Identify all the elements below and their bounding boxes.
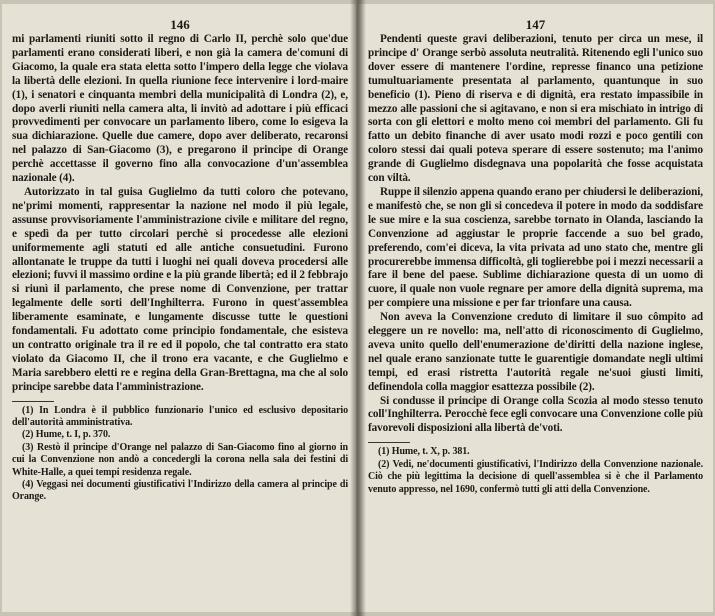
page-number-right: 147 [525,17,546,32]
paragraph: Non aveva la Convenzione creduto di limitare il suo cômpito ad eleggere un re novello: ma, nell'atto di riconoscimento di Guglielmo, aveva unito quello dell'enumerazione de'diritti della nazione inglese, nel quale erano sanzionate tutte le guarentigie domandate negli ultimi tempi, ed erasi ristretta l'autorità regale ne'suoi giusti limiti, definendola colla maggior esattezza possibile (2). [368,311,703,393]
right-page-footnotes [368,446,703,496]
paragraph: Autorizzato in tal guisa Guglielmo da tutti coloro che potevano, ne'primi momenti, rappresentar la nazione nel modo il più legale, assunse provvisoriamente l'amministrazione civile e militare del regno, e spedì da per tutto circolari perchè si procedesse alle elezioni uniformemente agli statuti ed alle antiche consuetudini. Furono allontanate le truppe da tutti i luoghi nei quali doveva procedersi alle elezioni; fuvvi il massimo ordine e la più grande libertà; ed il 2 febbrajo si riunì il parlamento, che prese nome di Convenzione, per trattar legalmente delle sorti dell'Inghilterra. Furono in quest'assemblea liberamente esaminate, e lungamente discusse tutte le questioni fondamentali. Fu adottato come principio fondamentale, che esisteva un contratto originale tra il re ed il popolo, che tal contratto era stato violato da Giacomo II, che il trono era vacante, e che Guglielmo e Maria sarebbero eletti re e regina della Gran-Brettagna, ma che al solo principe sarebbe data l'amministrazione. [12,185,348,393]
page-number-left: 146 [170,17,190,32]
left-page-body [12,33,348,395]
footnote-divider [12,401,54,402]
right-page [358,4,713,612]
paragraph: Ruppe il silenzio appena quando erano per chiudersi le deliberazioni, e manifestò che, se non gli si concedeva il potere in modo da soddisfare le sue mire e la sua coscienza, sarebbe tornato in Olanda, lasciando la Convenzione ad aggiustar le proprie faccende a suo bel grado, preferendo, com'ei diceva, la vita privata ad uno stato che, mentre gli procurerebbe immensa difficoltà, gli toglierebbe poi i mezzi necessarii a fare il bene del paese. Sublime dichiarazione questa di un uomo di cuore, il quale non vuole regnare per amore della dignità suprema, ma per compiere una missione e per far trionfare una causa. [368,185,703,310]
paragraph: Pendenti queste gravi deliberazioni, tenuto per circa un mese, il principe d' Orange serbò assoluta neutralità. Ritenendo egli l'unico suo dover essere di mantenere l'ordine, represse financo una petizione tumultuariamente presentata al parlamento, quantunque in suo beneficio (1). Pieno di riserva e di dignità, era restato impassibile in mezzo alle passioni che si agitavano, e non si era mischiato in intrigo di sorta con gli elettori e molto meno coi membri del parlamento. Gli fu fatto un debito finanche di aver usato modi rozzi e poco gentili con coloro stessi dai quali poteva sperare di essere sostenuto; ma l'animo grande di Guglielmo disdegnava una popolarità che fosse acquistata con viltà. [368,33,703,185]
right-page-body [368,33,703,436]
footnote: (2) Hume, t. I, p. 370. [22,429,111,441]
footnote: (3) Restò il principe d'Orange nel palazzo di San-Giacomo fino al giorno in cui la Convenzione non andò a concedergli la corona nella sala dei festini di White-Halle, a quei tempi residenza regale. [12,441,348,478]
left-page [2,4,356,612]
footnote: (4) Veggasi nei documenti giustificativi l'Indirizzo della camera al principe di Orange. [12,479,348,503]
left-page-footnotes [12,405,348,504]
footnote: (1) Hume, t. X, p. 381. [378,446,470,458]
footnote: (1) In Londra è il pubblico funzionario l'unico ed esclusivo depositario dell'autorità amministrativa. [12,404,348,428]
paragraph: Si condusse il principe di Orange colla Scozia al modo stesso tenuto coll'Inghilterra. Perocchè fece egli convocare una Convenzione colle più favorevoli disposizioni alla libertà de'voti. [368,394,703,435]
paragraph: mi parlamenti riuniti sotto il regno di Carlo II, perchè solo que'due parlamenti erano considerati liberi, e non già la camera de'comuni di Giacomo, la quale era stata eletta sotto l'impero della legge che violava la libertà delle elezioni. In quella riunione fece intervenire i lord-maire (1), i senatori e cinquanta membri della municipalità di Londra (2), e, dopo averli riuniti nella camera alta, li invitò ad adottare i più efficaci provvedimenti per convocare un parlamento libero, come lo esigeva la sua dichiarazione. Quelle due camere, dopo aver deliberato, recaronsi nel palazzo di San-Giacomo (3), e pregarono il principe di Orange perchè accettasse il governo fino alla convocazione d'un'assemblea nazionale (4). [12,33,348,185]
book-gutter-shadow [350,0,366,616]
footnote: (2) Vedi, ne'documenti giustificativi, l'Indirizzo della Convenzione nazionale. Ciò che più legittima la decisione di quell'assemblea si è che il Parlamento venuto appresso, nel 1690, confermò tutti gli atti della Convenzione. [368,458,703,495]
footnote-divider [368,442,410,443]
